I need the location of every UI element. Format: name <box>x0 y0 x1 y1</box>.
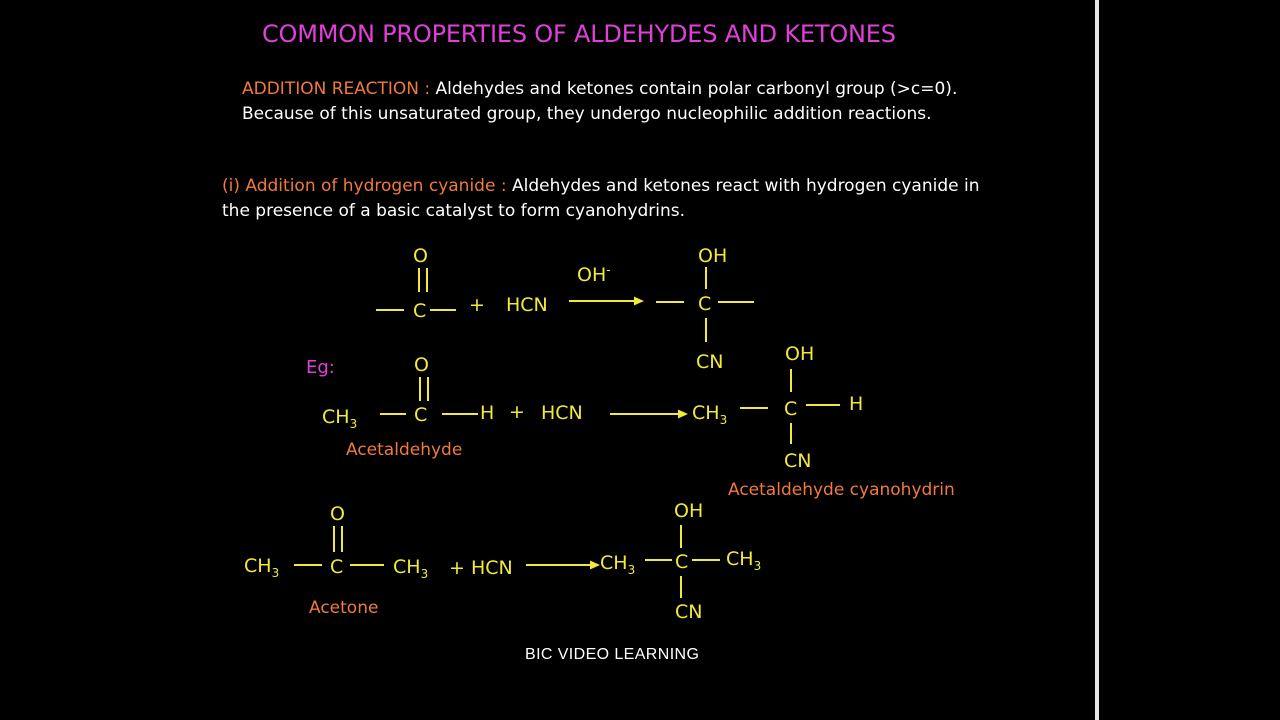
product-methyl-group: $CH_3$ <box>726 548 762 573</box>
product-carbon: C <box>698 293 712 315</box>
base-catalyst: OH- <box>577 263 611 286</box>
acetone-label: Acetone <box>309 598 379 618</box>
methyl-group: $CH_3$ <box>244 555 280 580</box>
product-cyano: CN <box>784 450 812 472</box>
plus-sign: + <box>509 401 525 423</box>
hcn-reagent: HCN <box>506 294 548 316</box>
product-methyl-group: $CH_3$ <box>692 402 728 427</box>
methyl-group: $CH_3$ <box>393 556 429 581</box>
carbonyl-oxygen: O <box>414 354 429 376</box>
product-cyano: CN <box>696 351 724 373</box>
product-cyano: CN <box>675 601 703 623</box>
reaction-arrow-head <box>634 297 644 306</box>
carbonyl-oxygen: O <box>413 245 428 267</box>
acetaldehyde-label: Acetaldehyde <box>346 440 463 460</box>
reaction-arrow-head <box>678 410 688 419</box>
example-label: Eg: <box>306 357 335 378</box>
carbonyl-carbon: C <box>413 300 427 322</box>
right-edge-divider <box>1095 0 1099 720</box>
credit-watermark: BIC VIDEO LEARNING <box>525 646 700 663</box>
hcn-reagent: HCN <box>541 402 583 424</box>
carbonyl-oxygen: O <box>330 503 345 525</box>
methyl-group: $CH_3$ <box>322 406 358 431</box>
slide-title: COMMON PROPERTIES OF ALDEHYDES AND KETONES <box>262 20 896 48</box>
hcn-addition-text: Aldehydes and ketones react with hydrogen cyanide in the presence of a basic catalyst to form cyanohydrins. <box>222 176 980 221</box>
hcn-reagent: + HCN <box>449 557 513 579</box>
reaction-arrow-head <box>590 561 600 570</box>
hydrogen-atom: H <box>480 402 495 424</box>
product-carbon: C <box>784 398 798 420</box>
product-hydroxyl: OH <box>785 343 815 365</box>
product-methyl-group: $CH_3$ <box>600 552 636 577</box>
hcn-addition-heading: (i) Addition of hydrogen cyanide : <box>222 176 507 196</box>
addition-reaction-text: Aldehydes and ketones contain polar carbonyl group (>c=0). Because of this unsaturated group, they undergo nucleophilic addition reactions. <box>242 79 958 124</box>
product-hydroxyl: OH <box>674 500 704 522</box>
product-hydrogen: H <box>849 393 864 415</box>
product-hydroxyl: OH <box>698 245 728 267</box>
plus-sign: + <box>469 294 485 316</box>
addition-reaction-heading: ADDITION REACTION : <box>242 79 431 99</box>
product-carbon: C <box>675 551 689 573</box>
acetaldehyde-cyanohydrin-label: Acetaldehyde cyanohydrin <box>728 480 955 500</box>
carbonyl-carbon: C <box>330 556 344 578</box>
carbonyl-carbon: C <box>414 404 428 426</box>
